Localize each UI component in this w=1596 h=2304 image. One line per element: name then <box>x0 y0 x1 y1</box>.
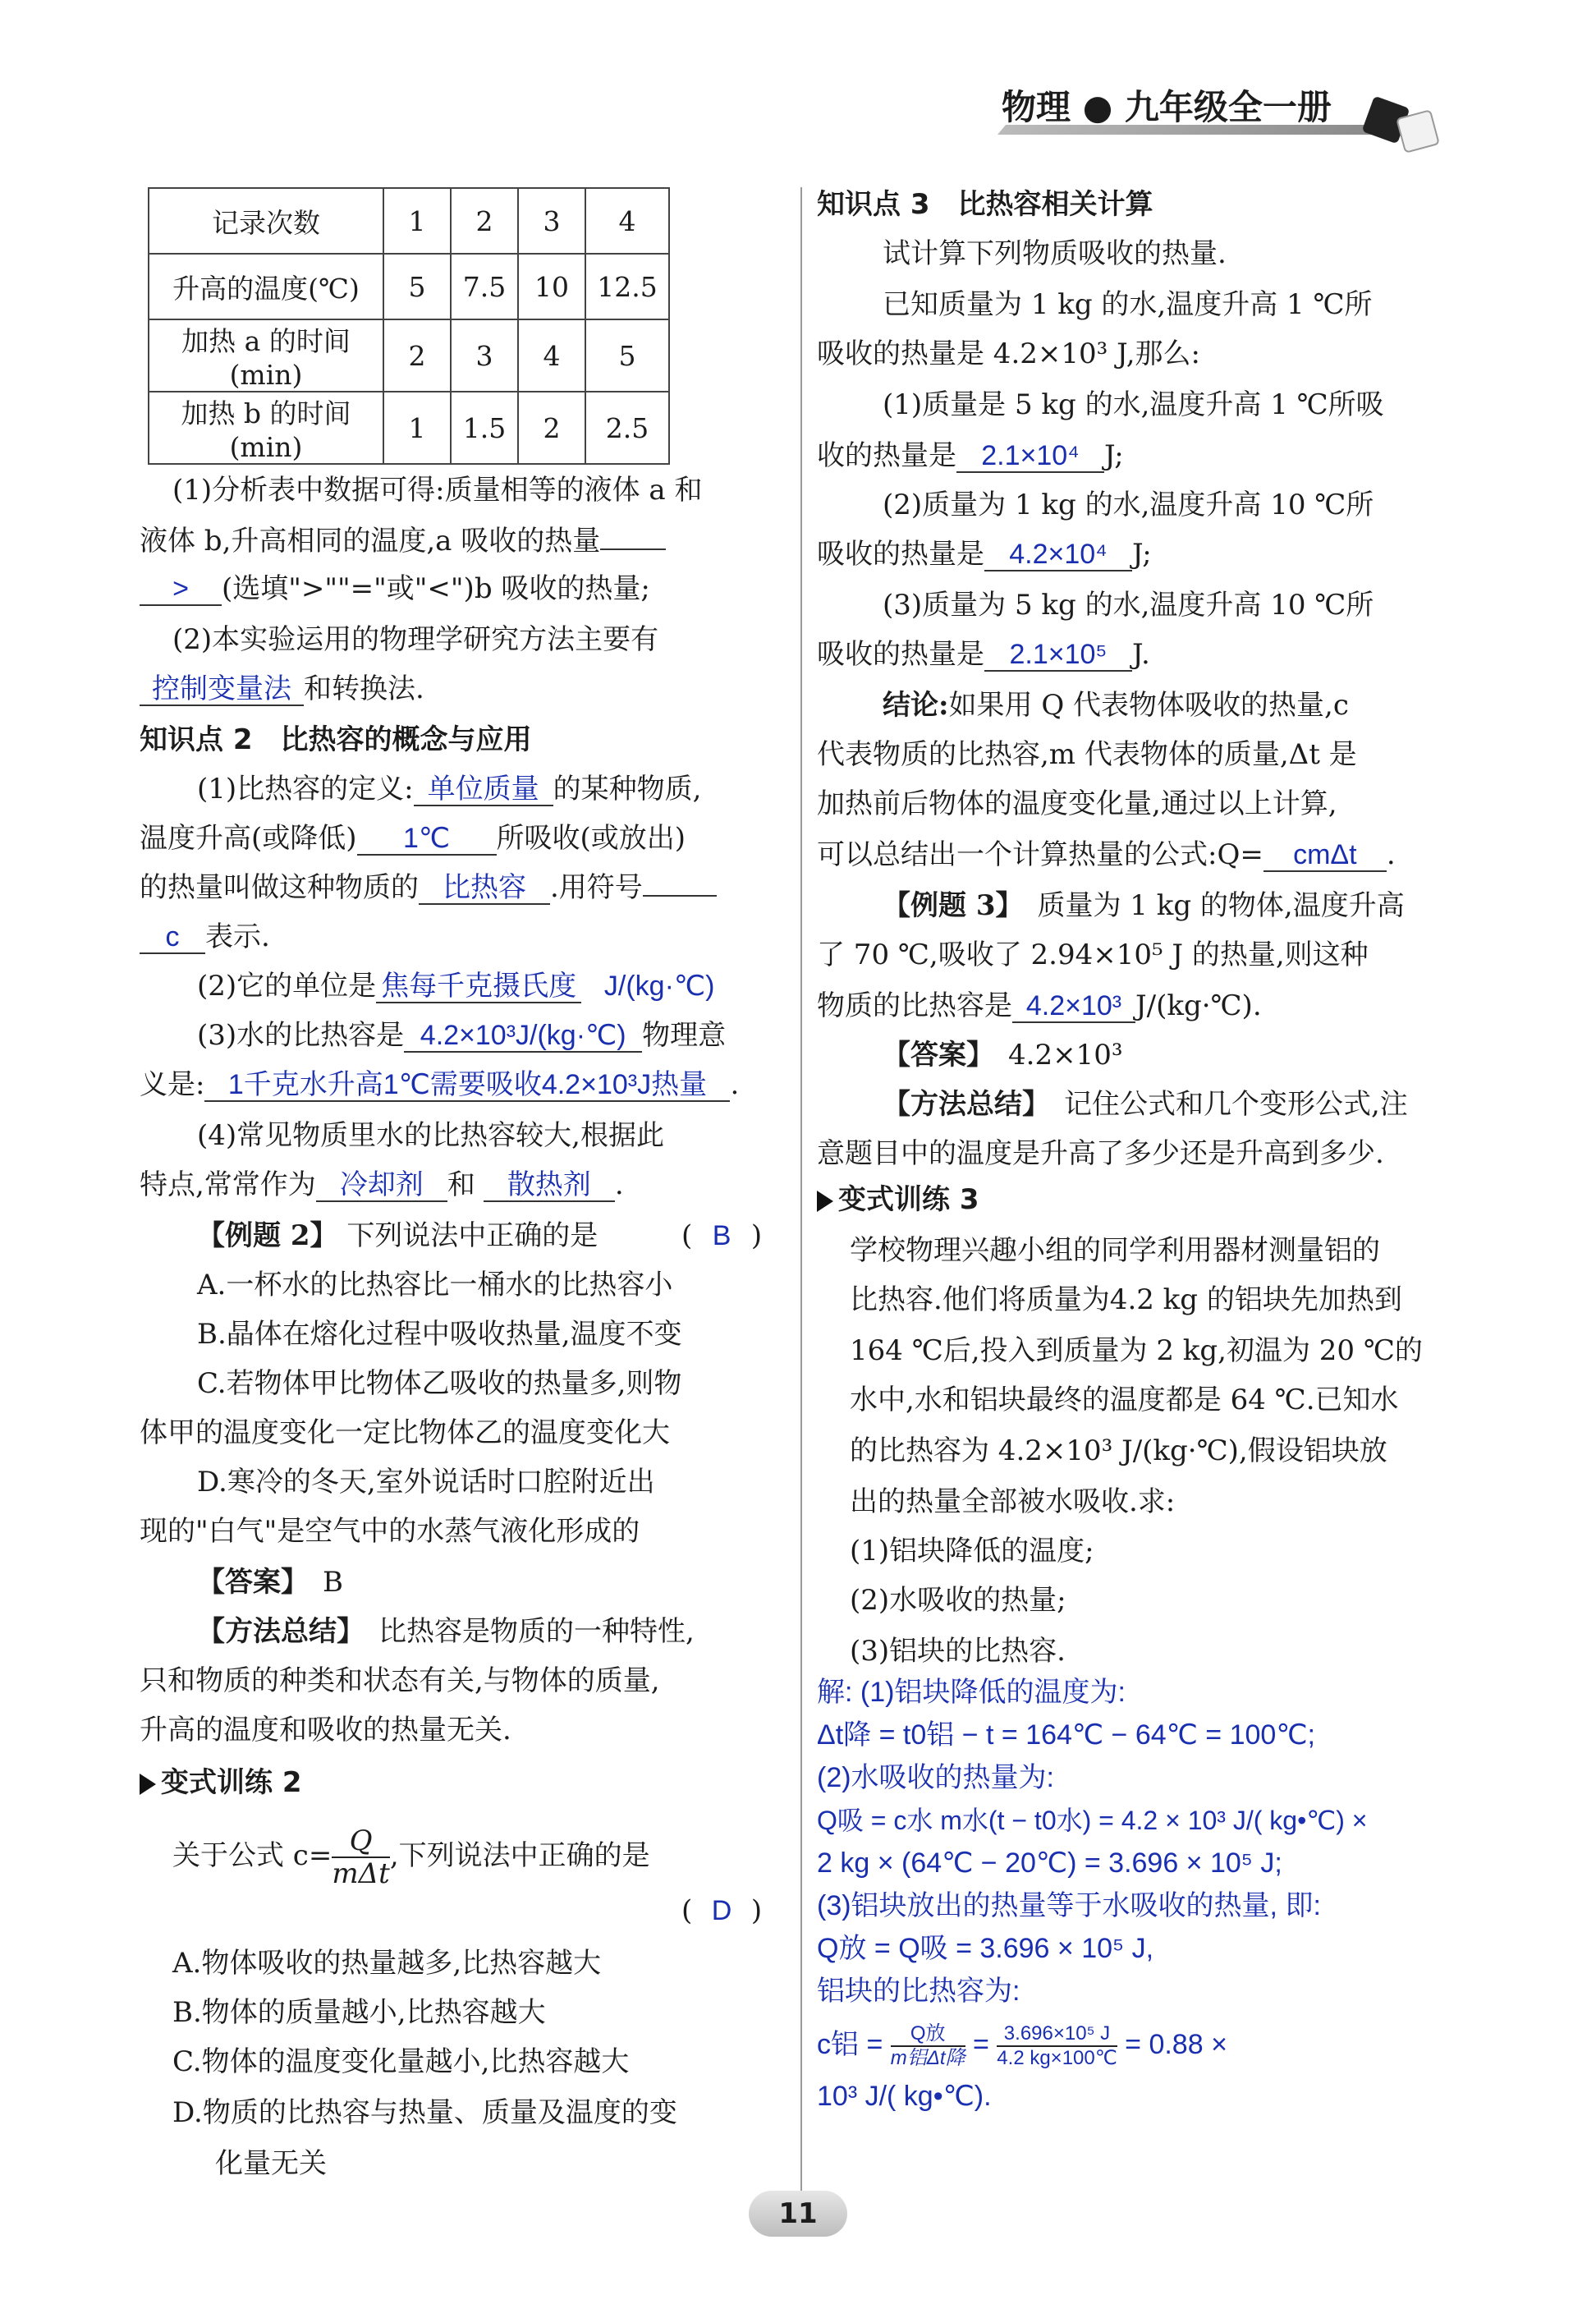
option-d: D.寒冷的冬天,室外说话时口腔附近出 <box>197 1466 655 1499</box>
header-grade: 九年级全一册 <box>1124 87 1332 127</box>
answer-fill: c <box>140 921 205 954</box>
text-span: 吸收的热量是 <box>817 638 984 671</box>
answer-fill: 1℃ <box>357 823 497 856</box>
solution-line: 2 kg × (64℃ − 20℃) = 3.696 × 10⁵ J; <box>817 1847 1282 1879</box>
table-cell: 1 <box>383 188 451 254</box>
text-span: 义是: <box>140 1068 205 1101</box>
text-line: (3)质量为 5 kg 的水,温度升高 10 ℃所 <box>883 589 1374 622</box>
option-d-cont: 现的"白气"是空气中的水蒸气液化形成的 <box>140 1515 640 1548</box>
header-banner <box>985 80 1445 146</box>
answer-value: 4.2×10³ <box>1008 1039 1123 1072</box>
option-d-cont: 化量无关 <box>215 2147 327 2180</box>
text-span: J; <box>1132 538 1152 571</box>
answer-fill: J/(kg·℃) <box>603 971 715 1002</box>
text-line <box>197 969 737 1003</box>
answer-fill: 单位质量 <box>414 773 553 806</box>
method-line <box>883 1087 1408 1122</box>
text-span: J/(kg·℃). <box>1135 989 1262 1022</box>
text-line: (2)水吸收的热量; <box>850 1584 1066 1617</box>
text-line <box>817 537 1152 571</box>
solution-line: Q吸 = c水 m水(t − t0水) = 4.2 × 10³ J/( kg•℃) × <box>817 1806 1368 1835</box>
text-line: 学校物理兴趣小组的同学利用器材测量铝的 <box>850 1234 1380 1267</box>
page-number: 11 <box>749 2191 847 2237</box>
text-line: (2)本实验运用的物理学研究方法主要有 <box>172 623 659 656</box>
text-line: (1)分析表中数据可得:质量相等的液体 a 和 <box>172 474 703 507</box>
text-line: (4)常见物质里水的比热容较大,根据此 <box>197 1119 664 1152</box>
text-span: 变式训练 2 <box>161 1766 302 1799</box>
text-line: 意题目中的温度是升高了多少还是升高到多少. <box>817 1137 1384 1170</box>
text-line <box>817 637 1150 672</box>
text-span: 如果用 Q 代表物体吸收的热量,c <box>948 689 1349 722</box>
text-line: 的比热容为 4.2×10³ J/(kg·℃),假设铝块放 <box>850 1434 1387 1467</box>
table-row-label: 加热 b 的时间(min) <box>149 392 383 464</box>
answer-line <box>197 1565 343 1599</box>
text-span: 温度升高(或降低) <box>140 822 357 855</box>
text-span: 物理意 <box>642 1019 727 1052</box>
text-span: (1)比热容的定义: <box>197 773 414 805</box>
table-cell: 7.5 <box>451 254 518 319</box>
table-cell: 2.5 <box>585 392 669 464</box>
method-label: 【方法总结】 <box>883 1088 1036 1121</box>
answer-value: B <box>323 1566 343 1599</box>
fraction <box>891 2022 965 2070</box>
solution-line: 铝块的比热容为: <box>817 1976 1020 2007</box>
table-header-label: 记录次数 <box>149 188 383 254</box>
fraction-numerator: Q放 <box>891 2022 965 2047</box>
text-line <box>140 1168 624 1202</box>
fraction-denominator: 4.2 kg×100℃ <box>997 2047 1117 2070</box>
text-span: . <box>730 1068 740 1101</box>
section-title: 知识点 3 比热容相关计算 <box>817 188 1153 221</box>
answer-fill: > <box>140 573 222 606</box>
table-row <box>149 254 669 319</box>
text-line: 吸收的热量是 4.2×10³ J,那么: <box>817 337 1200 370</box>
text-line: 加热前后物体的温度变化量,通过以上计算, <box>817 787 1337 820</box>
text-span: 质量为 1 kg 的物体,温度升高 <box>1037 889 1405 922</box>
variant-title <box>817 1182 979 1217</box>
text-line <box>140 672 424 706</box>
fraction-numerator: Q <box>332 1825 389 1858</box>
table-cell: 2 <box>451 188 518 254</box>
table-row-label: 加热 a 的时间(min) <box>149 319 383 392</box>
option-a: A.物体吸收的热量越多,比热容越大 <box>172 1947 602 1980</box>
table-cell: 5 <box>383 254 451 319</box>
table-cell: 1 <box>383 392 451 464</box>
text-line: 只和物质的种类和状态有关,与物体的质量, <box>140 1664 660 1697</box>
text-span: ,下列说法中正确的是 <box>389 1839 650 1872</box>
dice-icon <box>1396 109 1440 154</box>
text-line: 代表物质的比热容,m 代表物体的质量,Δt 是 <box>817 738 1357 771</box>
method-label: 【方法总结】 <box>197 1615 351 1648</box>
text-span: 可以总结出一个计算热量的公式:Q= <box>817 838 1264 871</box>
text-span: (选填">""="或"<")b 吸收的热量; <box>222 572 650 605</box>
header-subject: 物理 <box>1002 87 1071 127</box>
text-line <box>197 1219 598 1253</box>
option-b: B.晶体在熔化过程中吸收热量,温度不变 <box>197 1318 682 1351</box>
table-row <box>149 319 669 392</box>
text-span: 特点,常常作为 <box>140 1168 316 1201</box>
table-cell: 4 <box>585 188 669 254</box>
text-span: J; <box>1104 439 1124 472</box>
text-line <box>883 688 1349 723</box>
answer-fill: 1千克水升高1℃需要吸收4.2×10³J热量 <box>204 1069 730 1102</box>
text-span: 和 <box>447 1168 475 1201</box>
text-span: (2)它的单位是 <box>197 970 377 1003</box>
text-line: 升高的温度和吸收的热量无关. <box>140 1714 511 1746</box>
text-line: 164 ℃后,投入到质量为 2 kg,初温为 20 ℃的 <box>850 1334 1423 1367</box>
solution-line: Δt降 = t0铝 − t = 164℃ − 64℃ = 100℃; <box>817 1719 1315 1751</box>
text-line: 了 70 ℃,吸收了 2.94×10⁵ J 的热量,则这种 <box>817 939 1369 971</box>
answer-fill: 散热剂 <box>484 1169 615 1202</box>
text-line: (3)铝块的比热容. <box>850 1635 1066 1668</box>
section-title: 知识点 2 比热容的概念与应用 <box>140 723 532 756</box>
answer-fill: 2.1×10⁵ <box>984 639 1132 672</box>
text-line <box>883 888 1405 923</box>
text-span: .用符号 <box>550 871 643 904</box>
text-line: (2)质量为 1 kg 的水,温度升高 10 ℃所 <box>883 489 1374 521</box>
answer-fill: 4.2×10³ <box>1012 990 1135 1023</box>
text-line: 已知质量为 1 kg 的水,温度升高 1 ℃所 <box>883 288 1373 321</box>
text-span: 变式训练 3 <box>838 1183 979 1216</box>
data-table <box>148 187 670 465</box>
text-span: . <box>614 1168 624 1201</box>
answer-fill: cmΔt <box>1264 839 1387 872</box>
text-line: 水中,水和铝块最终的温度都是 64 ℃.已知水 <box>850 1384 1399 1416</box>
answer-fill: 4.2×10⁴ <box>984 539 1132 571</box>
header-title <box>1002 80 1332 130</box>
text-span: 收的热量是 <box>817 439 956 472</box>
text-span: (3)水的比热容是 <box>197 1019 405 1052</box>
text-line <box>817 438 1124 473</box>
option-c-cont: 体甲的温度变化一定比物体乙的温度变化大 <box>140 1416 670 1449</box>
text-span: = <box>972 2029 989 2060</box>
answer-fill: 控制变量法 <box>140 673 304 706</box>
text-line <box>817 838 1396 872</box>
method-line <box>197 1614 695 1649</box>
text-span: 液体 b,升高相同的温度,a 吸收的热量 <box>140 525 601 558</box>
text-span: 关于公式 c= <box>172 1839 332 1872</box>
table-cell: 12.5 <box>585 254 669 319</box>
text-line <box>197 772 701 806</box>
example-label: 【例题 2】 <box>197 1219 338 1252</box>
answer-line <box>883 1038 1122 1072</box>
text-line: (1)质量是 5 kg 的水,温度升高 1 ℃所吸 <box>883 388 1384 421</box>
table-header-row <box>149 188 669 254</box>
text-line: 试计算下列物质吸收的热量. <box>883 237 1227 270</box>
fraction-denominator: m铝Δt降 <box>890 2047 965 2070</box>
table-cell: 4 <box>518 319 585 392</box>
option-c: C.若物体甲比物体乙吸收的热量多,则物 <box>197 1367 682 1400</box>
solution-formula <box>817 2012 1227 2077</box>
solution-line: (2)水吸收的热量为: <box>817 1762 1054 1793</box>
table-cell: 2 <box>518 392 585 464</box>
solution-line: 10³ J/( kg•℃). <box>817 2081 992 2112</box>
text-span: . <box>1386 838 1396 871</box>
text-line <box>140 571 650 606</box>
solution-line: (3)铝块放出的热量等于水吸收的热量, 即: <box>817 1890 1321 1921</box>
text-span: J. <box>1132 638 1150 671</box>
text-span: 记住公式和几个变形公式,注 <box>1064 1088 1408 1121</box>
text-span: 的某种物质, <box>553 773 702 805</box>
option-a: A.一杯水的比热容比一桶水的比热容小 <box>197 1269 673 1301</box>
fraction <box>997 2022 1117 2070</box>
option-b: B.物体的质量越小,比热容越大 <box>172 1996 546 2029</box>
text-span: 和转换法. <box>304 672 424 705</box>
text-line <box>140 920 270 954</box>
text-line <box>197 1018 726 1053</box>
text-line <box>140 1067 739 1102</box>
answer-choice: D <box>711 1895 732 1926</box>
table-cell: 3 <box>451 319 518 392</box>
answer-fill: 4.2×10³J/(kg·℃) <box>404 1020 642 1053</box>
answer-fill: 2.1×10⁴ <box>956 440 1104 473</box>
option-c: C.物体的温度变化量越小,比热容越大 <box>172 2045 630 2078</box>
formula-line <box>172 1815 650 1897</box>
table-cell: 5 <box>585 319 669 392</box>
table-row-label: 升高的温度(℃) <box>149 254 383 319</box>
text-line: 比热容.他们将质量为4.2 kg 的铝块先加热到 <box>850 1283 1402 1316</box>
header-dot: ● <box>1071 87 1125 127</box>
text-span: = 0.88 × <box>1125 2029 1227 2060</box>
text-span: 吸收的热量是 <box>817 538 984 571</box>
text-span: 表示. <box>205 920 270 953</box>
column-divider <box>800 187 802 2199</box>
text-span: 所吸收(或放出) <box>496 822 686 855</box>
text-span: 物质的比热容是 <box>817 989 1012 1022</box>
text-line <box>140 821 686 856</box>
conclusion-label: 结论: <box>883 689 949 722</box>
answer-fill: 焦每千克摄氏度 <box>376 971 581 1003</box>
solution-line: 解: (1)铝块降低的温度为: <box>817 1677 1126 1708</box>
fraction <box>332 1825 389 1889</box>
example-label: 【例题 3】 <box>883 889 1010 922</box>
text-span: c铝 = <box>817 2029 883 2060</box>
text-span: 下列说法中正确的是 <box>346 1219 598 1252</box>
table-cell: 10 <box>518 254 585 319</box>
table-row <box>149 392 669 464</box>
answer-fill: 冷却剂 <box>316 1169 447 1202</box>
option-d: D.物质的比热容与热量、质量及温度的变 <box>172 2096 677 2129</box>
text-line <box>140 870 717 905</box>
fraction-denominator: mΔt <box>332 1857 390 1890</box>
answer-bracket: ( B ) <box>681 1219 763 1252</box>
blank-fill <box>643 895 717 897</box>
text-line <box>140 524 666 558</box>
triangle-icon <box>140 1774 156 1795</box>
text-line: 出的热量全部被水吸收.求: <box>850 1485 1176 1518</box>
answer-choice: B <box>712 1220 732 1251</box>
table-cell: 3 <box>518 188 585 254</box>
table-cell: 2 <box>383 319 451 392</box>
fraction-numerator: 3.696×10⁵ J <box>997 2022 1117 2047</box>
answer-fill: 比热容 <box>419 872 550 905</box>
variant-title <box>140 1765 302 1800</box>
blank-fill <box>600 548 666 550</box>
answer-bracket: ( D ) <box>681 1894 763 1927</box>
answer-label: 【答案】 <box>883 1039 980 1072</box>
text-line: (1)铝块降低的温度; <box>850 1535 1094 1567</box>
text-span: 比热容是物质的一种特性, <box>378 1615 695 1648</box>
answer-label: 【答案】 <box>197 1566 295 1599</box>
triangle-icon <box>817 1191 833 1212</box>
text-line <box>817 989 1262 1023</box>
text-span: 的热量叫做这种物质的 <box>140 871 419 904</box>
table-cell: 1.5 <box>451 392 518 464</box>
solution-line: Q放 = Q吸 = 3.696 × 10⁵ J, <box>817 1933 1154 1964</box>
